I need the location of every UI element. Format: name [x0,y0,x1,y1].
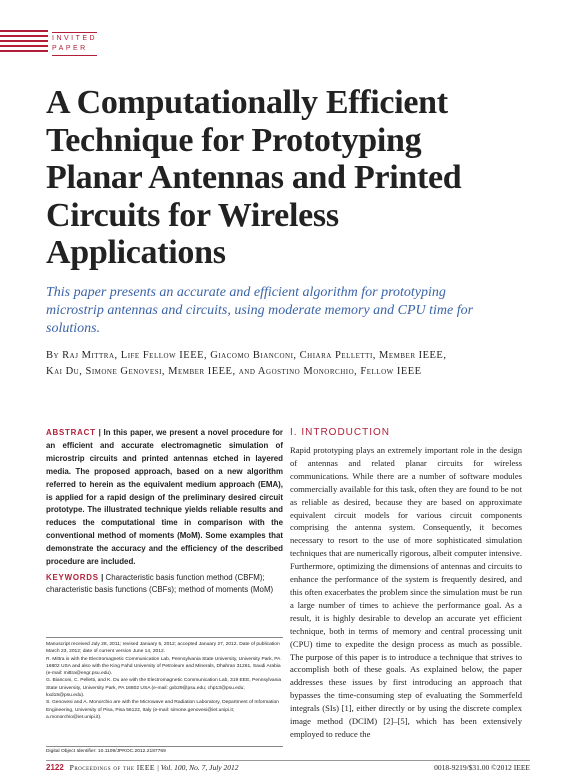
author-list [46,348,536,380]
keywords-text: Characteristic basis function method (CBFM); characteristic basis functions (CBFs); method of moments (MoM) [46,573,274,594]
footnote-received: Manuscript received July 28, 2011; revised January 5, 2012; accepted January 27, 2012. Date of publication March 23, 2012; date of current version June 14, 2012. [46,642,280,655]
journal-name: Proceedings of the IEEE [69,763,155,772]
footnote-mittra: R. Mittra is with the Electromagnetic Communication Lab, Pennsylvania State University, University Park, PA 16802 USA and also with the King Fahd University of Petroleum and Minerals, Dhahran 31261, Saudi Arabia (e-mail: mittra@engr.psu.edu). [46,656,281,677]
abstract-label: ABSTRACT [46,428,96,437]
copyright: 0018-9219/$31.00 ©2012 IEEE [434,763,530,772]
keywords-label: KEYWORDS [46,573,99,582]
badge-line1: INVITED [52,35,98,42]
author-line-1: By Raj Mittra, Life Fellow IEEE, Giacomo Bianconi, Chiara Pelletti, Member IEEE, [46,350,447,361]
invited-paper-badge [52,32,97,56]
abstract-separator: | [98,428,101,437]
keywords [46,572,283,596]
journal-issue: | Vol. 100, No. 7, July 2012 [156,763,239,772]
footnote-bianconi: G. Bianconi, C. Pelletti, and K. Du are with the Electromagnetic Communication Lab, 319 EEE, Pennsylvania State University, University Park, PA 16802 USA (e-mail: gxb29@psu.edu; chp13@psu.edu; kxd15@psu.edu). [46,678,282,699]
paper-title: A Computationally Efficient Technique for Prototyping Planar Antennas and Printed Circuits for Wireless Applications [46,84,462,271]
abstract [46,427,283,569]
header-stripes [0,30,48,56]
section-heading: I. INTRODUCTION [290,427,390,438]
footnote-genovesi: S. Genovesi and A. Monorchio are with the Microwave and Radiation Laboratory, Department of Information Engineering, University of Pisa, Pisa 56122, Italy (e-mail: simone.genovesi@iet.unipi.it; a.monorchio@iet.unipi.it). [46,700,279,720]
author-line-2: Kai Du, Simone Genovesi, Member IEEE, and Agostino Monorchio, Fellow IEEE [46,366,422,377]
footnotes [46,637,283,721]
doi: Digital Object Identifier: 10.1109/JPROC.2012.2187769 [46,746,283,754]
abstract-text: In this paper, we present a novel procedure for an efficient and accurate electromagnetic simulation of microstrip circuits and printed antennas etched in layered media. The proposed approach, based on a new algorithm referred to herein as the equivalent medium approach (EMA), is applied for a rapid design of the preliminary desired circuit prototype. The illustrated technique yields reliable results and reduces the computational time in comparison with the conventional method of moments (MoM). Some examples that demonstrate the accuracy and the efficiency of the described procedure are included. [46,428,283,567]
paper-subtitle: This paper presents an accurate and efficient algorithm for prototyping microstrip antennas and circuits, using moderate memory and CPU time for solutions. [46,285,474,336]
page-footer [46,760,530,772]
badge-line2: PAPER [52,45,88,52]
page-number: 2122 [46,763,64,772]
section-body: Rapid prototyping plays an extremely important role in the design of antennas and related planar circuits for wireless communications. While there are a number of software modules commercially available for this task, often they are found to be not as reliable as desired, because they are based on approximate equivalent circuit models for various circuit components comprising the antenna system. Consequently, it becomes necessary to resort to the use of more sophisticated simulation techniques that are numerically rigorous, albeit computer intensive. Furthermore, optimizing the dimensions of antennas and circuits to enhance the performance of the system is frequently desired, and this often exacerbates the problem since the simulation must be run a large number of times to achieve the performance goal. As a result, it is highly desirable to develop an accurate yet efficient technique, both in terms of memory and central processing unit (CPU) time to expedite the design process as much as possible. The purpose of this paper is to introduce a technique that strives to accomplish both of these goals. As explained below, the paper addresses these issues by first introducing an approach that bypasses the time-consuming step of evaluating the Sommerfeld integrals (SIs) [1], either directly or by using the discrete complex image method (DCIM) [2]–[5], which has been extensively employed to reduce the [290,445,522,739]
keywords-separator: | [101,573,104,582]
